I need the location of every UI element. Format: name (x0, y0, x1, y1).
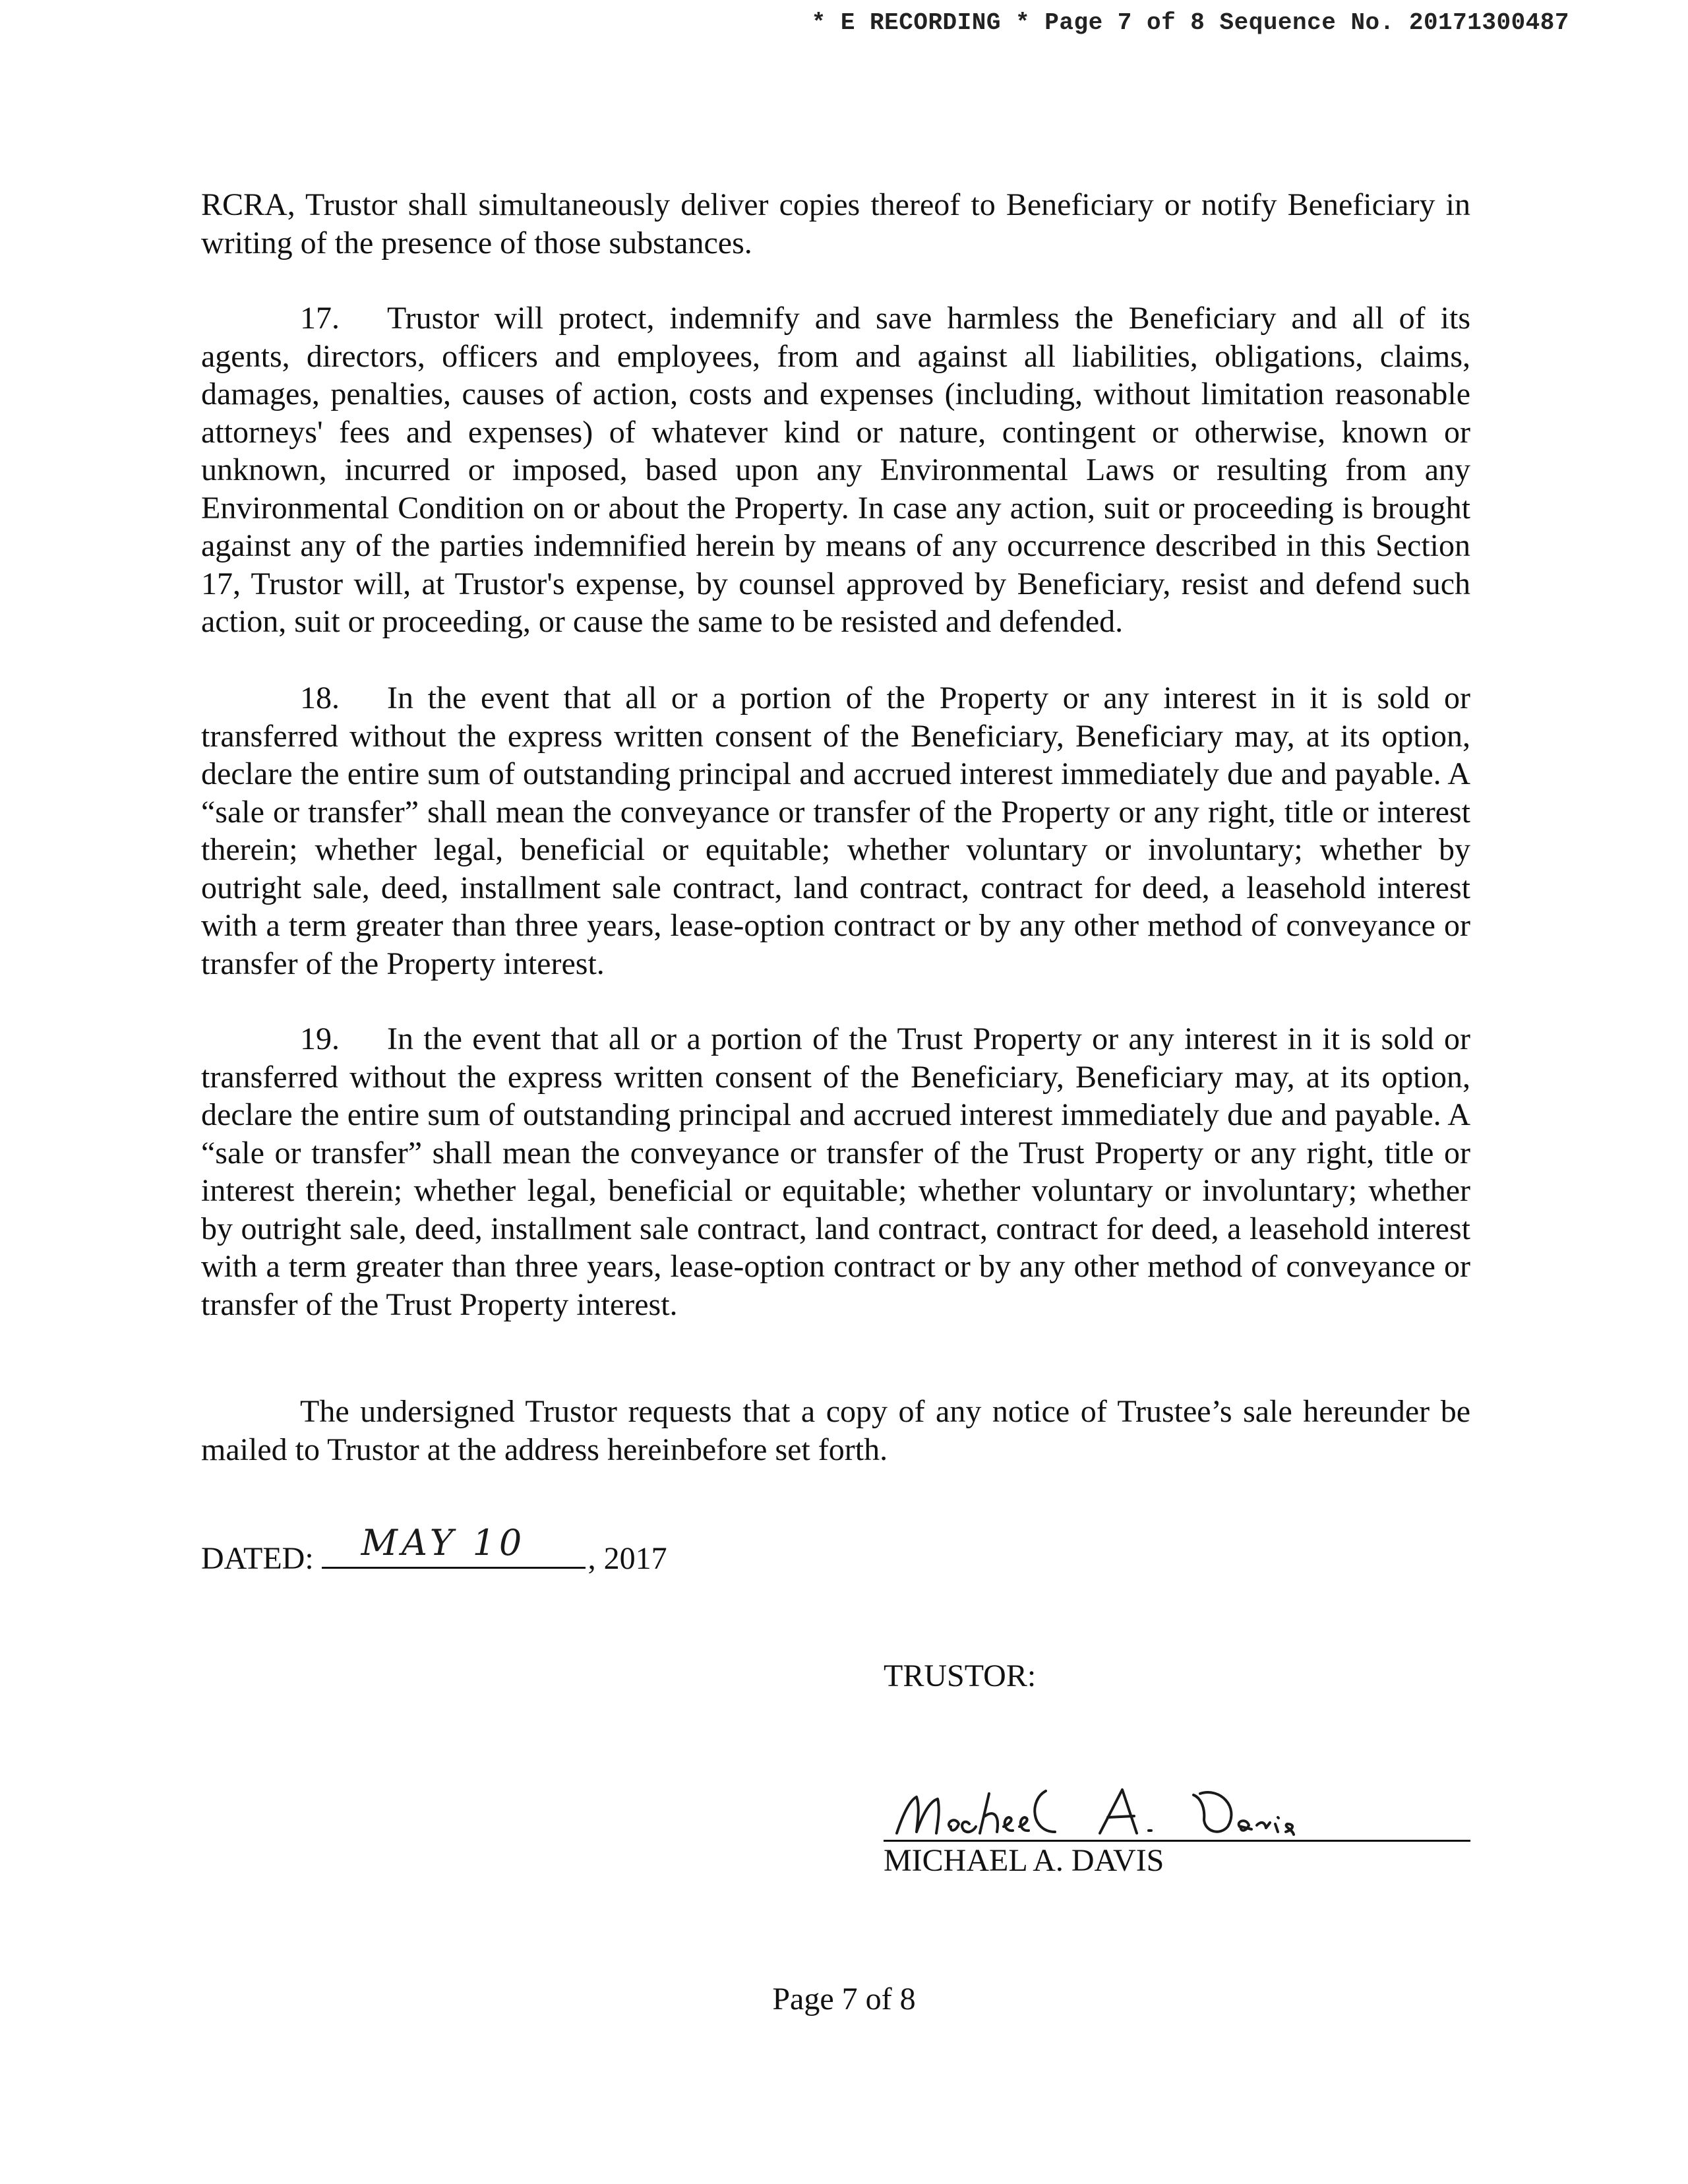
dated-year: , 2017 (588, 1541, 667, 1576)
recording-stamp: * E RECORDING * Page 7 of 8 Sequence No. 20171300487 (811, 9, 1569, 36)
dated-line (201, 1522, 667, 1579)
dated-label: DATED: (201, 1541, 314, 1576)
paragraph-notice-request: The undersigned Trustor requests that a copy of any notice of Trustee’s sale hereunder be mailed to Trustor at the address hereinbefore set forth. (201, 1394, 1470, 1467)
handwritten-signature (890, 1761, 1391, 1846)
trustor-label: TRUSTOR: (884, 1658, 1037, 1693)
paragraph-section-17: 17. Trustor will protect, indemnify and save harmless the Beneficiary and all of its agents, directors, officers and employees, from and against all liabilities, obligations, claims, damages, penalties, causes of action, costs and expenses (including, without limitation reasonable attorneys' fees and expenses) of whatever kind or nature, contingent or otherwise, known or unknown, incurred or imposed, based upon any Environmental Laws or resulting from any Environmental Condition on or about the Property. In case any action, suit or proceeding is brought against any of the parties indemnified herein by means of any occurrence described in this Section 17, Trustor will, at Trustor's expense, by counsel approved by Beneficiary, resist and defend such action, suit or proceeding, or cause the same to be resisted and defended. (201, 301, 1470, 639)
date-blank (322, 1522, 586, 1569)
signer-printed-name: MICHAEL A. DAVIS (884, 1843, 1164, 1878)
paragraph-section-19: 19. In the event that all or a portion of the Trust Property or any interest in it is sold or transferred without the express written consent of the Beneficiary, Beneficiary may, at its option, declare the entire sum of outstanding principal and accrued interest immediately due and payable. A “sale or transfer” shall mean the conveyance or transfer of the Trust Property or any right, title or interest therein; whether legal, beneficial or equitable; whether voluntary or involuntary; whether by outright sale, deed, installment sale contract, land contract, contract for deed, a leasehold interest with a term greater than three years, lease-option contract or by any other method of conveyance or transfer of the Trust Property interest. (201, 1021, 1470, 1322)
page-number: Page 7 of 8 (772, 1982, 916, 2017)
paragraph-continuation: RCRA, Trustor shall simultaneously deliver copies thereof to Beneficiary or notify Beneficiary in writing of the presence of those substances. (201, 187, 1470, 260)
paragraph-section-18: 18. In the event that all or a portion of the Property or any interest in it is sold or transferred without the express written consent of the Beneficiary, Beneficiary may, at its option, declare the entire sum of outstanding principal and accrued interest immediately due and payable. A “sale or transfer” shall mean the conveyance or transfer of the Property or any right, title or interest therein; whether legal, beneficial or equitable; whether voluntary or involuntary; whether by outright sale, deed, installment sale contract, land contract, contract for deed, a leasehold interest with a term greater than three years, lease-option contract or by any other method of conveyance or transfer of the Property interest. (201, 681, 1470, 981)
handwritten-date: MAY 10 (361, 1522, 526, 1563)
